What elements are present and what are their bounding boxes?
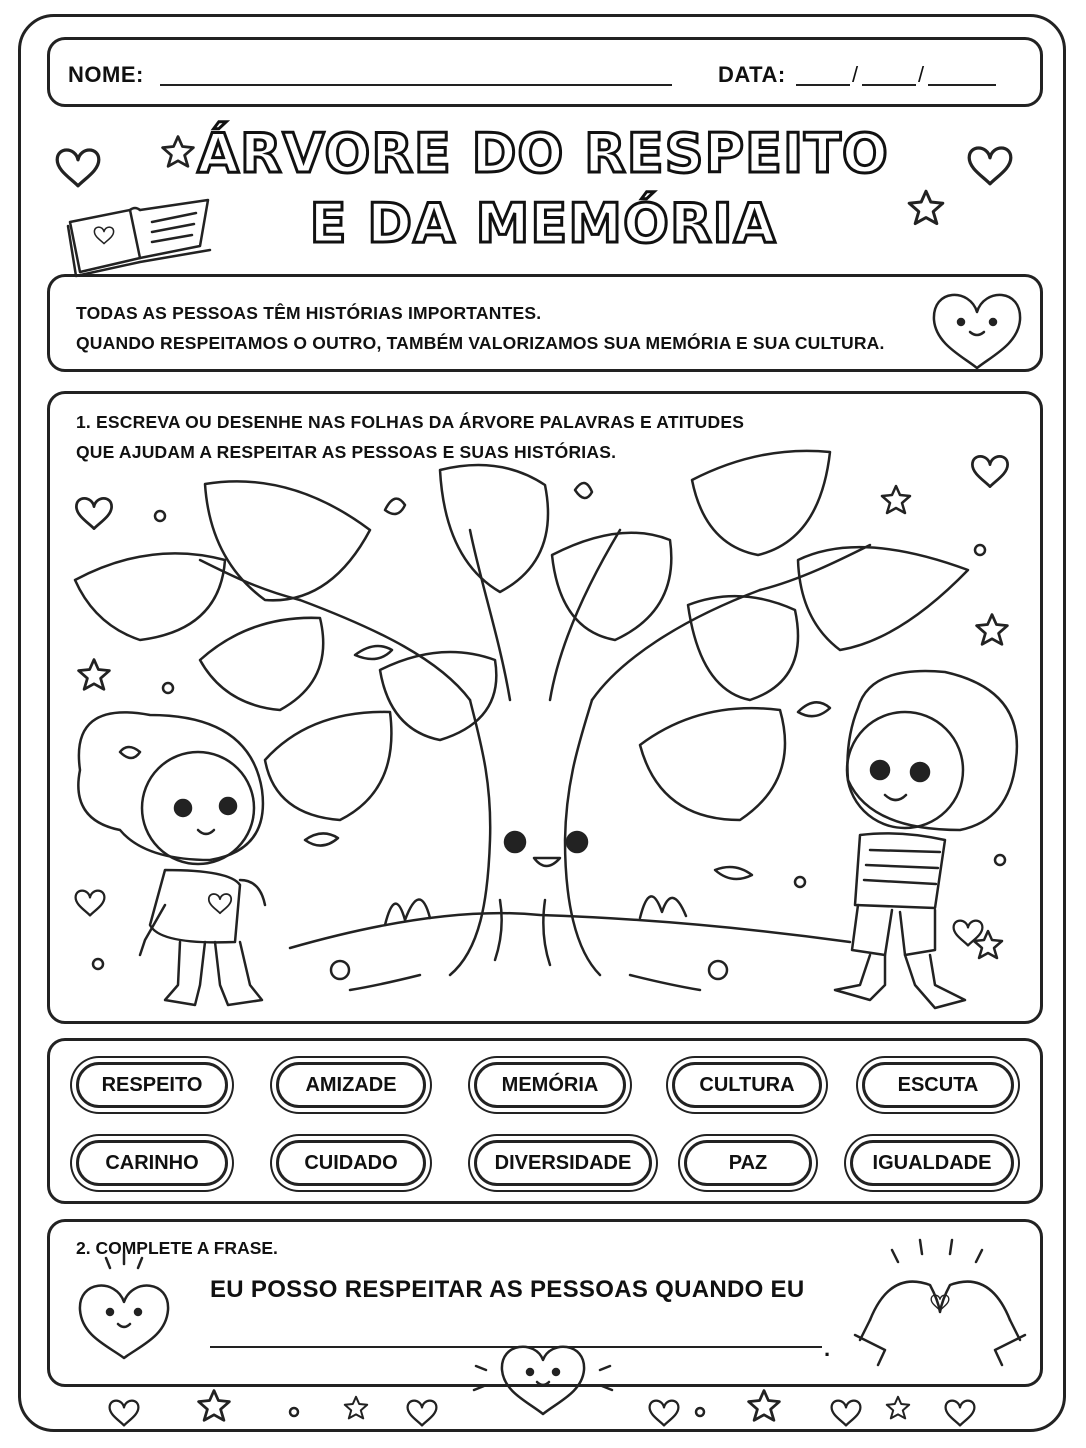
girl-illustration — [78, 712, 265, 1005]
heart-icon — [76, 498, 111, 528]
word-pill: DIVERSIDADE — [474, 1140, 652, 1186]
dot-decoration — [795, 877, 805, 887]
star-icon — [887, 1397, 909, 1419]
date-sep-1: / — [852, 62, 859, 87]
heart-icon — [832, 1401, 861, 1426]
word-pill: CARINHO — [76, 1140, 228, 1186]
activity-2-instruction: 2. COMPLETE A FRASE. — [76, 1238, 278, 1258]
open-book-icon — [68, 200, 210, 276]
star-icon — [79, 660, 110, 690]
word-pill: IGUALDADE — [850, 1140, 1014, 1186]
star-icon — [882, 486, 910, 513]
heart-icon — [650, 1401, 679, 1426]
heart-icon — [969, 148, 1011, 184]
smiling-heart-icon — [80, 1254, 168, 1358]
word-pill: CUIDADO — [276, 1140, 426, 1186]
heart-icon — [972, 456, 1007, 486]
star-icon — [163, 137, 194, 167]
activity-1-instruction-line-1: 1. ESCREVA OU DESENHE NAS FOLHAS DA ÁRVORE PALAVRAS E ATITUDES — [76, 412, 745, 432]
dot-decoration — [995, 855, 1005, 865]
star-icon — [199, 1391, 230, 1421]
word-pill: CULTURA — [672, 1062, 822, 1108]
star-icon — [345, 1397, 367, 1419]
heart-icon — [408, 1401, 437, 1426]
word-pill: ESCUTA — [862, 1062, 1014, 1108]
word-pill: RESPEITO — [76, 1062, 228, 1108]
page-title-line-1: ÁRVORE DO RESPEITO — [197, 122, 889, 185]
smiling-heart-icon — [474, 1347, 612, 1414]
star-icon — [749, 1391, 780, 1421]
dot-decoration — [93, 959, 103, 969]
tree-illustration — [75, 451, 968, 990]
date-label: DATA: — [718, 62, 786, 87]
smiling-heart-icon — [934, 295, 1020, 368]
activity-2-sentence: EU POSSO RESPEITAR AS PESSOAS QUANDO EU — [210, 1276, 805, 1303]
star-icon — [909, 191, 943, 223]
dot-decoration — [696, 1408, 704, 1416]
hands-heart-icon — [855, 1240, 1025, 1365]
star-icon — [977, 615, 1008, 645]
dot-decoration — [163, 683, 173, 693]
dot-decoration — [975, 545, 985, 555]
dot-decoration — [290, 1408, 298, 1416]
word-pill: MEMÓRIA — [474, 1062, 626, 1108]
heart-icon — [110, 1401, 139, 1426]
heart-icon — [946, 1401, 975, 1426]
date-sep-2: / — [918, 62, 925, 87]
answer-end-mark: . — [824, 1336, 831, 1361]
name-label: NOME: — [68, 62, 144, 87]
activity-1-instruction-line-2: QUE AJUDAM A RESPEITAR AS PESSOAS E SUAS HISTÓRIAS. — [76, 442, 617, 462]
intro-line-1: TODAS AS PESSOAS TÊM HISTÓRIAS IMPORTANTES. — [76, 303, 542, 323]
heart-icon — [57, 150, 99, 186]
word-pill: AMIZADE — [276, 1062, 426, 1108]
boy-illustration — [835, 671, 1017, 1008]
intro-line-2: QUANDO RESPEITAMOS O OUTRO, TAMBÉM VALORIZAMOS SUA MEMÓRIA E SUA CULTURA. — [76, 333, 885, 353]
dot-decoration — [155, 511, 165, 521]
word-pill: PAZ — [684, 1140, 812, 1186]
page-title-line-2: E DA MEMÓRIA — [309, 192, 777, 255]
heart-icon — [76, 891, 105, 916]
